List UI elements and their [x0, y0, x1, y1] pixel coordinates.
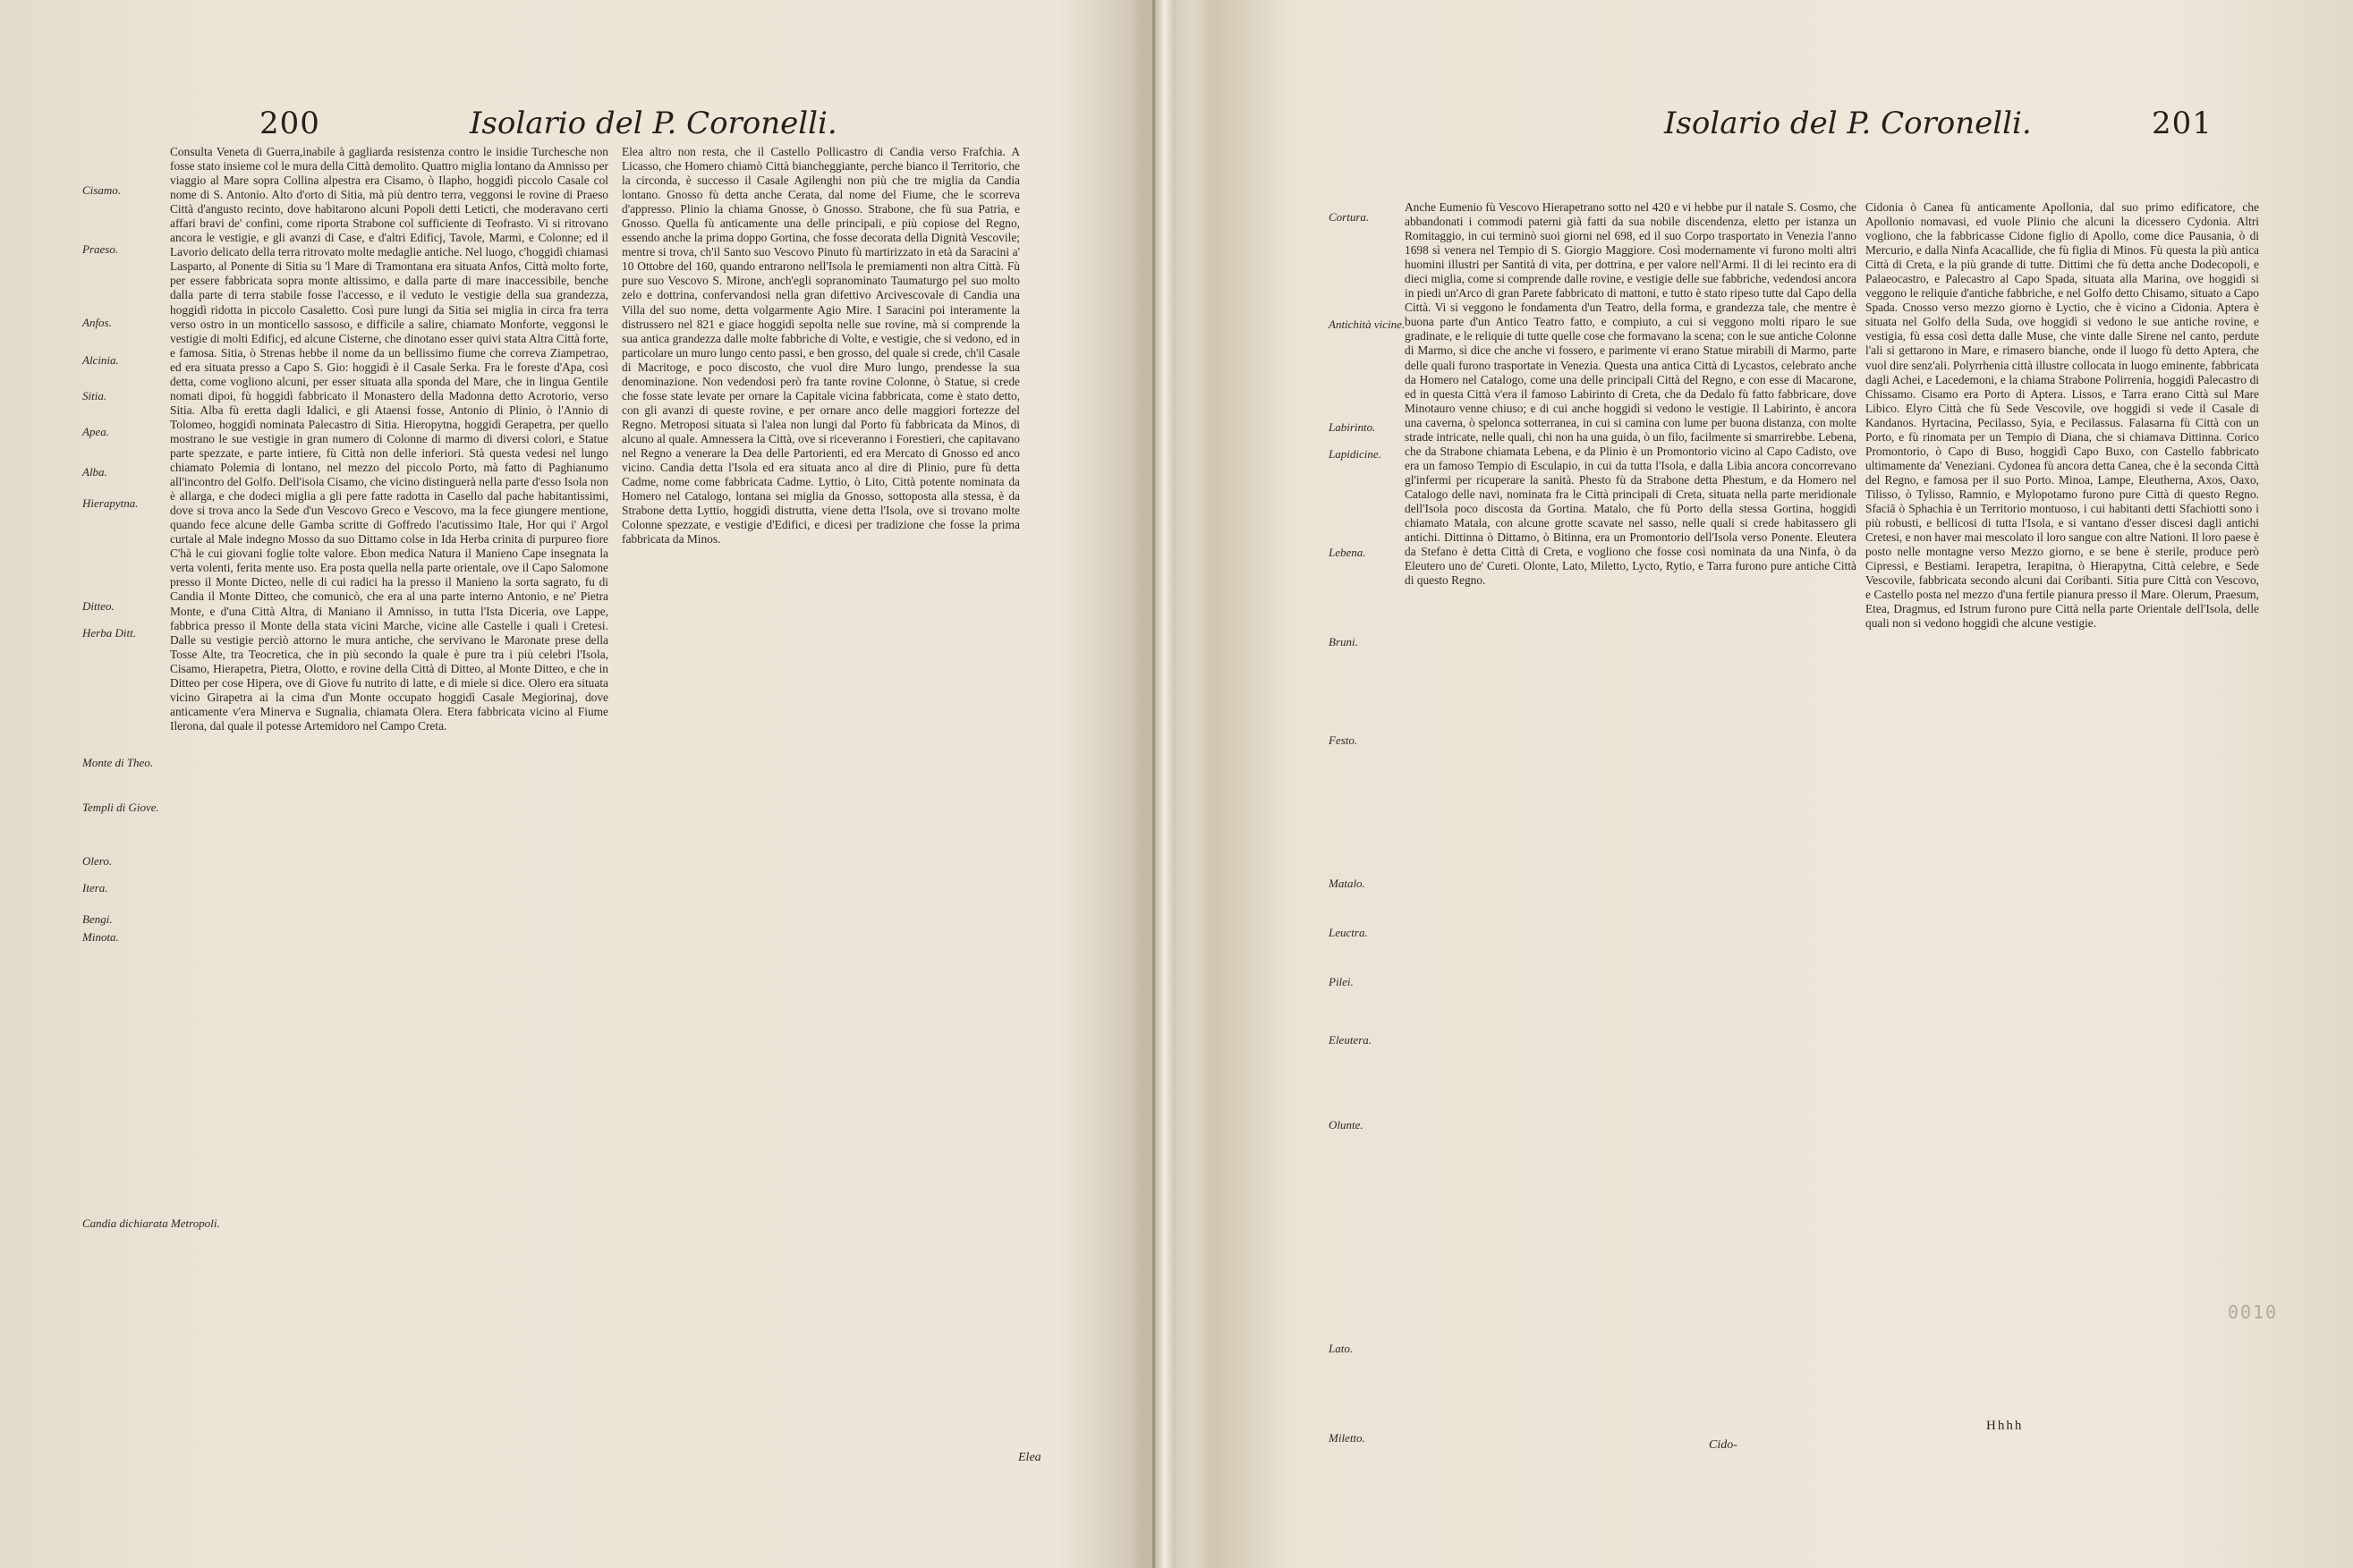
margin-note: Bengi.	[82, 912, 113, 926]
left-running-title: Isolario del P. Coronelli.	[470, 106, 837, 141]
left-page	[0, 0, 1145, 1568]
margin-note: Pilei.	[1329, 975, 1354, 988]
fold-line	[1152, 0, 1155, 1568]
margin-note: Cisamo.	[82, 183, 121, 197]
margin-note: Sitia.	[82, 389, 107, 403]
margin-note: Lato.	[1329, 1342, 1354, 1355]
margin-note: Lebena.	[1329, 546, 1366, 559]
margin-note: Festo.	[1329, 733, 1358, 747]
margin-note: Alba.	[82, 465, 107, 479]
margin-note: Miletto.	[1329, 1431, 1365, 1445]
margin-note: Alcinia.	[82, 353, 119, 367]
margin-note: Minota.	[82, 930, 119, 944]
margin-note: Olero.	[82, 854, 113, 868]
margin-note: Itera.	[82, 881, 108, 894]
text-block: Consulta Veneta di Guerra,inabile à gagliarda resistenza contro le insidie Turchesche non fosse stato insieme col le mura della Città demolito. Quattro miglia lontano da Amnisso per viaggio al Mare sopra Collina alpestra era Cisamo, ò Ilapho, hoggidì piccolo Casale col nome di S. Antonio. Alto d'orto di Sitia, mà più dentro terra, veggonsi le rovine di Praeso Città d'angusto recinto, dove habitarono alcuni Popoli detti Leticti, che moderavano certi affari bravi de' confini, come riporta Strabone col sufficiente di Teofrasto. Vi si ritrovano ancora le vestigie, e gli avanzi di Case, e d'altri Edificj, Tavole, Marmi, e Colonne; ed il Lavorio delicato della terra ritrovato molte medaglie antiche. Nel luogo, c'hoggidì chiamasi Lasparto, al Ponente di Sitia su 'l Mare di Tramontana era situata Anfos, Città molto forte, per essere fabbricata sopra monte altissimo, e dalla parte di mare inaccessibile, benche dalla parte di terra stabile fosse l'accesso, e il veduto le vestigie della sua grandezza, hoggidì ridotta in piccolo Casaletto. Così pure lungi da Sitia sei miglia in circa fra terra verso ostro in un monticello sassoso, e difficile a salire, chiamato Monforte, veggonsi le vestigie di molti Edificj, ed alcune Cisterne, che dinotano esser quivi stata Altra Città forte, e famosa. Sitia, ò Strenas hebbe il nome da un bellissimo fiume che correva Ziampetrao, ed era situata presso a Capo S. Gio: hoggidì è il Casale Serka. Fra le foreste d'Apa, così detta, come vogliono alcuni, per esser situata alla sponda del Mare, che in lingua Gentile nomati dipoi, fù hoggidì fabbricato il Monastero della Madonna detto Acrotorio, verso Sitia. Alba fù eretta dagli Idalici, e gli Ataensi fosse, Antonio di Plinio, ò l'Annio di Tolomeo, hoggidì nominata Palecastro di Sitia. Hieropytna, hoggidì Gerapetra, per quello mostrano le sue vestigie in gran numero di Colonne di marmo di diversi colori, e Statue parte spezzate, e parte intiere, fù Città non delle inferiori. Stà questa vedesi nel lungo chiamato Polemia di lontano, nel mezzo del piccolo Porto, mà fatto di Paghianumo all'incontro del Golfo. Dell'isola Cisamo, che vicino distinguerà nella parte d'esso Isola non è allarga, e che dodeci miglia a gli pere fatte radotta in Casello dal pache habitantissimi, dove si trova anco la Sede d'un Vescovo Greco e Vescovo, ma la fece giungere mentione, quando fece alcune delle Gamba scritte di Goffredo l'acutissimo Itale, Hor qui i' Argol curtale al Male indegno Mosso da suo Dittamo colse in Ida Herba crinita di purpureo fiore C'hà le cui giovani foglie tolte valore. Ebon medica Natura il Manieno Cape insegnata la verta volenti, ferita mente uso. Era posta quella nella parte orientale, ove il Capo Salomone presso il Monte Dicteo, nelle di cui radici ha la presso il Manieno la sorta sagrato, fu di Candia il Monte Ditteo, che comunicò, che era al una parte interno Antonio, e ne' Pietra Monte, e d'una Città Altra, di Maniano il Amnisso, in tutta l'Ista Diceria, ove Lappe, fabbrica presso il Monte della stata vicini Marche, vicine alle Castelle i quali i Cretesi. Dalle su vestigie perciò attorno le mura antiche, che servivano le Maronate prese della Tosse Alte, tra Teocretica, che in più secondo la quale è pure tra i più celebri l'Isola, Cisamo, Hierapetra, Pietra, Olotto, e rovine della Città di Ditteo, al Monte Ditteo, e che in Ditteo per cose Hipera, ove di Giove fu nutrito di latte, e di miele si dice. Olero era situata vicino Girapetra ai la cima d'un Monte occupato hoggidì Casale Megiorinaj, dove anticamente v'era Minerva e Sugnalia, chiamata Olera. Etera fabbricata vicino al Fiume Ilerona, dal quale il potesse Artemidoro nel Campo Creta.	[170, 145, 608, 733]
library-stamp: 0010	[2228, 1301, 2279, 1323]
margin-note: Olunte.	[1329, 1118, 1363, 1132]
right-catchword: Cido-	[1709, 1438, 1737, 1452]
text-block: Elea altro non resta, che il Castello Pollicastro di Candia verso Frafchia. A Licasso, che Homero chiamò Città biancheggiante, perche bianco il Territorio, che la circonda, è successo il Casale Agilenghi non più che tre miglia da Candia lontano. Gnosso fù detta anche Cerata, dal nome del Fiume, che le scorreva d'appresso. Plinio la chiama Gnosse, ò Gnosso. Strabone, che fù sua Patria, e Gnosso. Quella fù anticamente una delle principali, e più copiose del Regno, essendo anche la prima doppo Gortina, che fosse decorata della Dignità Vescovile; mentre si trova, ch'il Santo suo Vescovo Pinuto fù martirizzato in età da Saracini a' 10 Ottobre del 160, quando entrarono nell'Isola le premiamenti non altra Città. Fù pure suo Vescovo S. Mirone, anch'egli sopranominato Taumaturgo pel suo molto zelo e dottrina, confervandosi nella gran difettivo Arcivescovale di Candia una Villa del suo nome, detta volgarmente Agio Mire. I Saracini poi interamente la distrussero nel 821 e giace hoggidì sepolta nelle sue rovine, mà si comprende la sua antica grandezza dalle molte fabbriche di Volte, e vestigie, che si vedono, ed in particolare un muro lungo cento passi, e ben grosso, del quale si crede, ch'il Casale di Macritoge, e poco discosto, che vuol dire Muro lungo, prendesse la sua denominazione. Non vedendosi però fra tante rovine Colonne, ò Statue, si crede che fosse state levate per ornare la Capitale vicina fabbricata, come è stato detto, con gli avanzi di queste rovine, e per ornare anco delle maggiori fortezze del Regno. Metroposi situata sì l'alea non lungi dal Porto fù fabbricata da Minos, di alcuno al quale. Amnessera la Città, ove si riceveranno i Forestieri, che capitavano nel Regno a venerare la Dea delle Partorienti, ed era Mercato di Gnosso ed anco vicino. Candia detta l'Isola ed era situata anco al dire di Plinio, pure fù detta Cadme, nome come fabbricata Cadme. Lyttio, ò Lito, Città potente nominata da Homero nel Catalogo, lontana sei miglia da Gnosso, sottoposta alla stessa, è da Strabone detta Lyttio, hoggidì distrutta, viene detta l'Isola, ove si trovano molte Colonne spezzate, e vestigie d'Edifici, e dicesi per tradizione che fosse la prima fabbricata da Minos.	[622, 145, 1020, 547]
margin-note: Templi di Giove.	[82, 801, 159, 814]
left-column-1	[170, 145, 608, 1451]
margin-note: Hierapytna.	[82, 496, 139, 510]
right-margin-notes	[1329, 188, 1409, 1445]
right-column-1	[1405, 200, 1856, 1435]
text-block: Anche Eumenio fù Vescovo Hierapetrano sotto nel 420 e vi hebbe pur il natale S. Cosmo, che abbandonati i commodi paterni già fatti da sua nobile discendenza, eletto per istanza un Romitaggio, in cui terminò suoi giorni nel 698, ed il suo Corpo trasportato in Venezia l'anno 1698 sì venera nel Tempio di S. Giorgio Maggiore. Così modernamente vi furono molti altri huomini illustri per Santità di vita, per dottrina, e per valore nell'Armi. Il di lei recinto era di dieci miglia, come si comprende dalle rovine, e vestigie delle sue fabbriche, vedendosi ancora in piedi un'Arco di gran Parete fabbricato di mattoni, e tutto è stato ripeso tutte dal Capo della Città. Vi si veggono le fondamenta d'un Teatro, della forma, e grandezza tale, che mentre è buona parte d'un Antico Teatro fatto, e compiuto, a cui si veggono molti riparo le sue gradinate, e le reliquie di tutte quelle cose che formavano la scena; con le sue antiche Colonne di Marmo, sì dice che anche vi fossero, e parimente vi erano Statue mirabili di Marmo, parte delle quali furono trasportate in Venezia. Questa una antica Città di Lycastos, celebrato anche da Homero nel Catalogo, come una delle principali Città del Regno, e con esse di Macarone, ed in questa Città v'era il famoso Labirinto di Creta, che da Dedalo fù fatto fabbricare, dove Minotauro venne chiuso; e di cui anche hoggidì si vedono le vestigie. Il Labirinto, è ancora una caverna, ò spelonca sotterranea, in cui si camina con lume per buona distanza, con molte strade intricate, nelle quali, chi non ha una guida, ò un filo, facilmente si smarrirebbe. Lebena, che da Strabone chiamata Lebena, e da Plinio è un Promontorio vicino al Capo Cadisto, ove era un famoso Tempio di Esculapio, in cui da tutta l'Isola, e dalla Libia ancora concorrevano gl'infermi per ricuperare la sanità. Phesto fù da Strabone detta Phestum, e da Homero nel Catalogo delle navi, nominata fra le Città principali di Creta, situata nella parte meridionale dell'Isola poco discosta da Gortina. Matalo, che fù Porto della stessa Gortina, hoggidì chiamato Matala, con alcune grotte scavate nel sasso, nelle quali si crede habitassero gli antichi. Dittinna ò Dittamo, ò Bitinna, era un Promontorio dell'Isola verso Ponente. Eleutera da Stefano è detta Città di Creta, e vogliono che fosse così nominata da una Ninfa, ò da Eleutero uno de' Cureti. Olonte, Lato, Miletto, Lycto, Rytio, e Tarra furono pure antiche Città di questo Regno.	[1405, 200, 1856, 588]
margin-note: Anfos.	[82, 316, 112, 329]
right-column-2	[1865, 200, 2259, 1435]
margin-note: Bruni.	[1329, 635, 1358, 648]
margin-note: Candia dichiarata Metropoli.	[82, 1216, 220, 1230]
margin-note: Antichità vicine.	[1329, 318, 1406, 331]
margin-note: Eleutera.	[1329, 1033, 1372, 1047]
right-running-title: Isolario del P. Coronelli.	[1664, 106, 2032, 141]
text-block: Cidonia ò Canea fù anticamente Apollonia, dal suo primo edificatore, che Apollonio nomavasi, ed vuole Plinio che alcuni la dicessero Cydonia. Altri vogliono, che la fabbricasse Cidone figlio di Apollo, come dice Pausania, ò di Mercurio, e dalla Ninfa Acacallide, che fù figlia di Minos. Fù questa la più antica Città di Creta, e la più grande di tutte. Dittimi che fù detta anche Dodecopoli, e Palaeocastro, e Palecastro al Capo Spada, situata alla Marina, ove hoggidì si veggono le reliquie d'antiche fabbriche, e nel Golfo detto Chisamo, situato a Capo Spada. Cnosso verso mezzo giorno è Lyctio, che è vicino a Cidonia. Aptera è situata nel Golfo della Suda, ove hoggidì si vedono le sue antiche rovine, e vestigia, fù essa così detta dalle Muse, che vinte dalle Sirene nel canto, perdute l'ali si gettarono in Mare, e rimasero bianche, onde il luogo fù detto Aptera, che vuol dire senz'ali. Polyrrhenia città illustre collocata in luogo eminente, fabbricata dagli Achei, e Lacedemoni, e la chiama Strabone Polirrenia, hoggidì Palecastro di Chissamo. Cisamo era Porto di Aptera. Lissos, e Tarra erano Città sul Mare Libico. Elyro Città che fù Sede Vescovile, ove hoggidì si vede il Casale di Kandanos. Hyrtacina, Pecilasso, Syia, e Pecilassus. Falasarna fù Città con un Porto, e fù rinomata per un Tempio di Diana, che si chiamava Dittinna. Corico Promontorio, ò Capo di Buso, hoggidì Capo Buxo, con Castello fabbricato ultimamente da' Veneziani. Cydonea fù ancora detta Canea, che è la seconda Città del Regno, e famosa per il suo Porto. Minoa, Lampe, Eleutherna, Axos, Oaxo, Tilisso, ò Tylisso, Ramnio, e Mylopotamo furono pure Città di questo Regno. Sfaciā ò Sphachia è un Territorio montuoso, i cui habitanti detti Sfachiotti sono i più robusti, e bellicosi di tutta l'Isola, e si vantano d'esser discesi dagli antichi Cretesi, e non haver mai mescolato il loro sangue con altre Nationi. Il loro paese è posto nelle montagne verso Mezzo giorno, e se bene è sterile, produce però Cipressi, e Bestiami. Ierapetra, Ierapitna, ò Hierapytna, Città celebre, e Sede Vescovile, fabbricata secondo alcuni dai Coribanti. Sitia pure Città con Vescovo, e Castello posta nel mezzo d'una fertile pianura presso il Mare. Olerum, Praesum, Etea, Dragmus, ed Istrum furono pure Città nella parte Orientale dell'Isola, delle quali non si vedono hoggidì che alcune vestigie.	[1865, 200, 2259, 631]
left-catchword: Elea	[1018, 1451, 1041, 1464]
margin-note: Herba Ditt.	[82, 626, 136, 640]
margin-note: Leuctra.	[1329, 926, 1368, 939]
margin-note: Matalo.	[1329, 877, 1365, 890]
margin-note: Cortura.	[1329, 210, 1370, 224]
margin-note: Apea.	[82, 425, 109, 438]
signature-mark: Hhhh	[1986, 1419, 2024, 1433]
margin-note: Labirinto.	[1329, 420, 1376, 434]
margin-note: Lapidicine.	[1329, 447, 1381, 461]
left-page-number: 200	[259, 106, 320, 141]
right-page	[1199, 0, 2353, 1568]
left-column-2	[622, 145, 1020, 1451]
right-page-number: 201	[2152, 106, 2213, 141]
margin-note: Praeso.	[82, 242, 119, 256]
margin-note: Monte di Theo.	[82, 756, 154, 769]
left-margin-notes	[82, 174, 220, 1427]
margin-note: Ditteo.	[82, 599, 115, 613]
